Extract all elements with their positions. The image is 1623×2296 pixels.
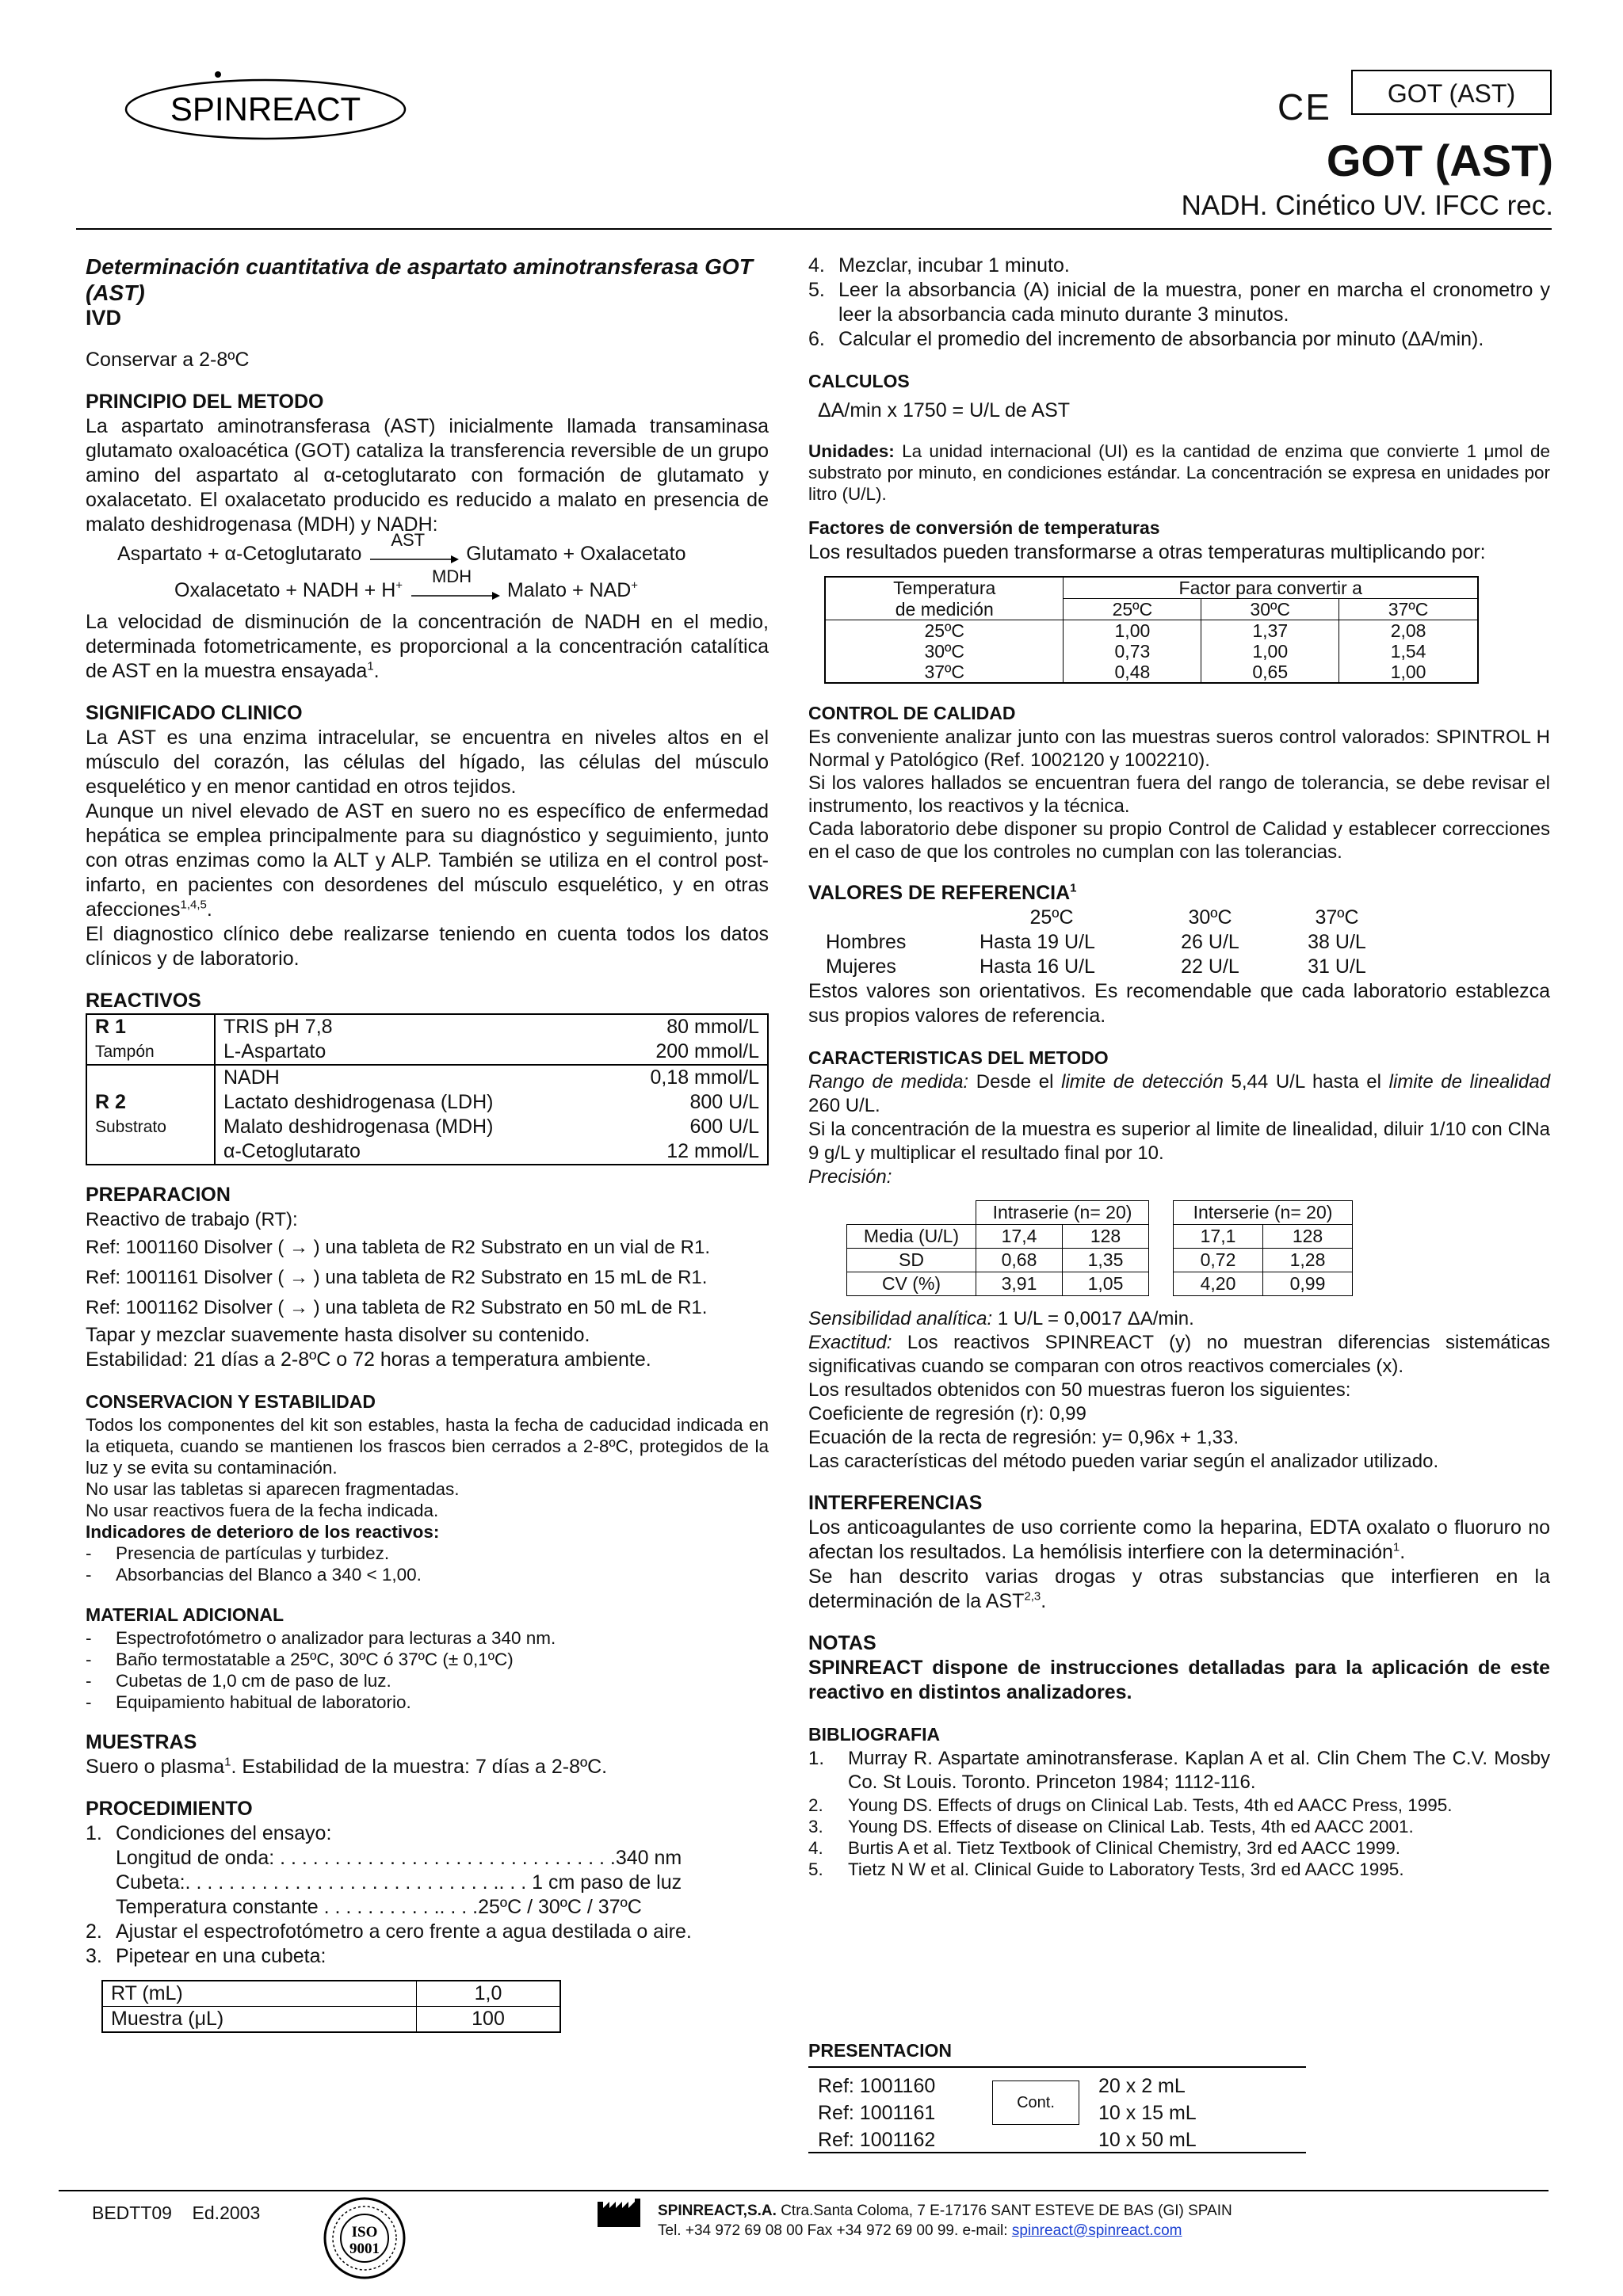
eq2-left: Oxalacetato + NADH + H: [174, 579, 396, 601]
prec-cell: 17,1: [1174, 1225, 1263, 1249]
presentacion-refs: [818, 2073, 935, 2153]
table-row: [825, 620, 1478, 642]
pipeteo-table: [101, 1980, 561, 2033]
ref-cell: 38 U/L: [1308, 931, 1366, 953]
table-row: [847, 1201, 1353, 1225]
equation-1: [86, 530, 769, 574]
svg-text:9001: 9001: [349, 2241, 380, 2257]
ivd-label: IVD: [86, 306, 122, 330]
temp-cell: 1,54: [1339, 641, 1478, 662]
presentacion-body: [808, 2068, 1306, 2155]
control-p3: Cada laboratorio debe disponer su propio Control de Calidad y establecer correcciones en el caso de que los controles no cumplan con las tolerancias.: [808, 818, 1550, 863]
interferencias-p2: Se han descrito varias drogas y otras substancias que interfieren en la determinación de la AST$^{2,3}$.: [808, 1566, 1550, 1612]
procedimiento-list-cont: [808, 254, 1550, 352]
list-item: 4. Mezclar, incubar 1 minuto.: [808, 254, 1070, 277]
ref-col: 37ºC: [1315, 906, 1359, 929]
presentacion-title: PRESENTACION: [808, 2040, 953, 2061]
page-subtitle: NADH. Cinético UV. IFCC rec.: [1181, 190, 1553, 221]
list-item: 1. Murray R. Aspartate aminotransferase. Kaplan A et al. Clin Chem The C.V. Mosby Co. St Louis. Toronto. Princeton 1984; 1112-116.: [808, 1748, 1550, 1793]
precision-table: [846, 1200, 1353, 1296]
preparacion-tapar: Tapar y mezclar suavemente hasta disolver su contenido.: [86, 1324, 590, 1346]
principio-title: PRINCIPIO DEL METODO: [86, 391, 324, 413]
list-item: - Absorbancias del Blanco a 340 < 1,00.: [86, 1565, 422, 1585]
spinreact-logo: [123, 71, 408, 141]
variacion-text: Las características del método pueden variar según el analizador utilizado.: [808, 1451, 1439, 1472]
temperature-table: [824, 576, 1479, 684]
significado-p1: La AST es una enzima intracelular, se encuentra en niveles altos en el músculo del corazón, las células del hígado, las células del músculo esquelético y en menor cantidad en otros tejidos.: [86, 727, 769, 798]
temp-col: 37ºC: [1339, 599, 1478, 620]
list-item: 5. Tietz N W et al. Clinical Guide to Laboratory Tests, 3rd ed AACC 1995.: [808, 1859, 1404, 1879]
valores-table: [826, 906, 1396, 979]
left-column: [86, 254, 769, 2033]
prec-cell: 0,68: [976, 1249, 1063, 1272]
caracteristicas-body: [808, 1307, 1550, 1474]
significado-p2: Aunque un nivel elevado de AST en suero no es específico de enfermedad hepática se emplea principalmente para su diagnóstico y seguimiento, junto con otras enzimas como la ALT y ALP. También se utiliza en el control post-infarto, en pacientes con desordenes del músculo esquelético, y en otras afecciones$^{1,4,5}$.: [86, 800, 769, 921]
prec-gap: [1149, 1201, 1174, 1225]
prec-cell: 0,99: [1263, 1272, 1353, 1296]
list-item: 4. Burtis A et al. Tietz Textbook of Clinical Chemistry, 3rd ed AACC 1999.: [808, 1838, 1400, 1858]
conservacion-body: [86, 1414, 769, 1585]
material-list: [86, 1627, 769, 1713]
coeficiente-text: Coeficiente de regresión (r): 0,99: [808, 1403, 1086, 1425]
eq2-enzyme: MDH: [432, 566, 472, 586]
table-row: [86, 1115, 768, 1139]
sensibilidad-text: Sensibilidad analítica: 1 U/L = 0,0017 ΔA/min.: [808, 1308, 1194, 1329]
prec-cell: 1,05: [1063, 1272, 1149, 1296]
svg-text:ISO: ISO: [351, 2224, 378, 2241]
page-title: GOT (AST): [1326, 135, 1553, 185]
conservacion-l2: No usar reactivos fuera de la fecha indicada.: [86, 1501, 439, 1520]
eq1-left: Aspartato + α-Cetoglutarato: [117, 543, 362, 565]
prec-label: CV (%): [847, 1272, 976, 1296]
ref-row-label: Mujeres: [826, 955, 896, 978]
ref-cell: 22 U/L: [1181, 955, 1239, 978]
r1-item-name: TRIS pH 7,8: [223, 1016, 333, 1038]
edition: Ed.2003: [192, 2203, 261, 2223]
procedimiento-list: [86, 1821, 769, 1969]
eq2-arrow: [408, 566, 502, 603]
intro-heading: Determinación cuantitativa de aspartato aminotransferasa GOT (AST): [86, 254, 753, 305]
temp-cell: 1,37: [1201, 620, 1339, 642]
r2-item-name: Lactato deshidrogenasa (LDH): [223, 1091, 494, 1113]
list-item: 2. Ajustar el espectrofotómetro a cero frente a agua destilada o aire.: [86, 1920, 692, 1943]
r2-sub: Substrato: [86, 1115, 215, 1139]
notas-text: SPINREACT dispone de instrucciones detalladas para la aplicación de este reactivo en distintos analizadores.: [808, 1657, 1550, 1703]
r1-item-name: L-Aspartato: [223, 1040, 327, 1062]
cond-line: Temperatura constante . . . . . . . . . . .. . . .25ºC / 30ºC / 37ºC: [116, 1896, 642, 1918]
bibliografia-title: BIBLIOGRAFIA: [808, 1724, 941, 1745]
table-row: [86, 1065, 768, 1090]
prec-head: Intraserie (n= 20): [976, 1201, 1149, 1225]
prec-cell: 3,91: [976, 1272, 1063, 1296]
dilucion-text: Si la concentración de la muestra es superior al limite de linealidad, diluir 1/10 con ClNa 9 g/L y multiplicar el resultado final por 10.: [808, 1119, 1550, 1164]
r1-item-value: 80 mmol/L: [666, 1016, 759, 1038]
r2-item-value: 800 U/L: [689, 1091, 759, 1113]
table-row: [86, 1039, 768, 1065]
ref-col: 25ºC: [1029, 906, 1074, 929]
ref-row-label: Hombres: [826, 931, 907, 953]
list-item: - Espectrofotómetro o analizador para lecturas a 340 nm.: [86, 1628, 556, 1648]
preparacion-line: Ref: 1001162 Disolver ( → ) una tableta de R2 Substrato en 50 mL de R1.: [86, 1297, 708, 1318]
list-item: 1. Condiciones del ensayo: Longitud de onda: . . . . . . . . . . . . . . . . . . . . . . . . . . . . . . .340 nm Cubeta:. . . . . . . . . . . . . . . . . . . . . . . . . . . . .. . . 1 cm paso de luz Temperatura constante . . . . . . . . . . .. . . .25ºC / 30ºC / 37ºC: [86, 1821, 769, 1920]
unidades-text: Unidades: La unidad internacional (UI) es la cantidad de enzima que convierte 1 μmol de substrato por minuto, en condiciones estándar. La concentración se expresa en unidades por litro (U/L).: [808, 441, 1550, 504]
temp-head: de medición: [825, 599, 1064, 620]
eq2-right: Malato + NAD: [506, 579, 632, 601]
table-row: [86, 1014, 768, 1039]
preparacion-line: Ref: 1001160 Disolver ( → ) una tableta de R2 Substrato en un vial de R1.: [86, 1237, 711, 1258]
doc-code: BEDTT09: [92, 2203, 172, 2223]
ref-cell: 31 U/L: [1308, 955, 1366, 978]
precision-label: Precisión:: [808, 1166, 892, 1188]
ref-empty-cell: [826, 906, 960, 930]
factory-icon: [596, 2197, 643, 2229]
prec-label: SD: [847, 1249, 976, 1272]
temp-col: 30ºC: [1201, 599, 1339, 620]
list-item: - Presencia de partículas y turbidez.: [86, 1543, 390, 1563]
temp-row-label: 25ºC: [825, 620, 1064, 642]
conservacion-title: CONSERVACION Y ESTABILIDAD: [86, 1391, 376, 1412]
r2-item-name: NADH: [215, 1065, 599, 1090]
r2-item-value: 0,18 mmol/L: [599, 1065, 768, 1090]
table-row: [825, 641, 1478, 662]
ref-item: Ref: 1001161: [818, 2102, 936, 2124]
list-item: - Baño termostatable a 25ºC, 30ºC ó 37ºC (± 0,1ºC): [86, 1650, 514, 1669]
temp-cell: 2,08: [1339, 620, 1478, 642]
r2-label: R 2: [86, 1090, 215, 1115]
table-row: [102, 2007, 560, 2033]
notas-title: NOTAS: [808, 1632, 876, 1654]
principio-text: La aspartato aminotransferasa (AST) inicialmente llamada transaminasa glutamato oxaloacética (GOT) cataliza la transferencia reversible de un grupo amino del aspartato al α-cetoglutarato con formación de glutamato y oxalacetato. El oxalacetato producido es reducido a malato en presencia de malato deshidrogenasa (MDH) y NADH:: [86, 415, 769, 536]
pipeteo-value: 100: [417, 2007, 561, 2033]
email-link[interactable]: spinreact@spinreact.com: [1011, 2222, 1182, 2239]
r2-empty-cell: [86, 1139, 215, 1165]
storage-text: Conservar a 2-8ºC: [86, 349, 250, 371]
rango-text: Rango de medida: Desde el limite de detección 5,44 U/L hasta el limite de linealidad 260 U/L.: [808, 1071, 1551, 1116]
prec-cell: 17,4: [976, 1225, 1063, 1249]
table-row: [825, 577, 1478, 599]
prec-cell: 1,35: [1063, 1249, 1149, 1272]
significado-p3: El diagnostico clínico debe realizarse teniendo en cuenta todos los datos clínicos y de laboratorio.: [86, 923, 769, 970]
r1-item-value: 200 mmol/L: [655, 1040, 759, 1062]
material-title: MATERIAL ADICIONAL: [86, 1604, 285, 1625]
code-box: GOT (AST): [1351, 70, 1552, 115]
pipeteo-label: RT (mL): [102, 1981, 417, 2007]
svg-text:SPINREACT: SPINREACT: [170, 90, 361, 128]
muestras-text: Suero o plasma$^1$. Estabilidad de la muestra: 7 días a 2-8ºC.: [86, 1755, 608, 1778]
contact-line: Tel. +34 972 69 08 00 Fax +34 972 69 00 99. e-mail: spinreact@spinreact.com: [658, 2222, 1182, 2239]
conservacion-text: Todos los componentes del kit son estables, hasta la fecha de caducidad indicada en la etiqueta, cuando se mantienen los frascos bien cerrados a 2-8ºC, protegidos de la luz y se evita su contaminación.: [86, 1415, 769, 1478]
table-row: [102, 1981, 560, 2007]
prec-cell: 1,28: [1263, 1249, 1353, 1272]
table-row: [847, 1272, 1353, 1296]
control-p2: Si los valores hallados se encuentran fuera del rango de tolerancia, se debe revisar el instrumento, los reactivos y la técnica.: [808, 772, 1550, 817]
table-row: [86, 1090, 768, 1115]
valores-note: Estos valores son orientativos. Es recomendable que cada laboratorio establezca sus propios valores de referencia.: [808, 980, 1550, 1027]
presentacion-section: [808, 2040, 1306, 2153]
principio-text-2: La velocidad de disminución de la concentración de NADH en el medio, determinada fotometricamente, es proporcional a la concentración catalítica de AST en la muestra ensayada$^1$.: [86, 611, 769, 682]
table-row: [847, 1249, 1353, 1272]
prec-cell: 128: [1063, 1225, 1149, 1249]
eq1-arrow: [367, 530, 460, 566]
list-item: 6. Calcular el promedio del incremento de absorbancia por minuto (ΔA/min).: [808, 328, 1484, 350]
temp-cell: 0,73: [1064, 641, 1201, 662]
temp-row-label: 30ºC: [825, 641, 1064, 662]
r2-item-name: α-Cetoglutarato: [223, 1140, 361, 1162]
list-item: - Cubetas de 1,0 cm de paso de luz.: [86, 1671, 391, 1691]
preparacion-estabilidad: Estabilidad: 21 días a 2-8ºC o 72 horas a temperatura ambiente.: [86, 1348, 651, 1371]
factores-title: Factores de conversión de temperaturas: [808, 517, 1160, 538]
bibliografia-list: [808, 1747, 1550, 1880]
reactivos-table: [86, 1013, 769, 1165]
list-item: 5. Leer la absorbancia (A) inicial de la muestra, poner en marcha el cronometro y leer la absorbancia cada minuto durante 3 minutos.: [808, 279, 1550, 326]
r2-item-value: 600 U/L: [689, 1116, 759, 1138]
ref-cell: Hasta 19 U/L: [980, 931, 1095, 953]
indicadores-title: Indicadores de deterioro de los reactivos:: [86, 1522, 440, 1542]
cond-line: Cubeta:. . . . . . . . . . . . . . . . . . . . . . . . . . . . .. . . 1 cm paso de luz: [116, 1871, 682, 1894]
exactitud-text: Exactitud: Los reactivos SPINREACT (y) no muestran diferencias sistemáticas significativas cuando se comparan con otros reactivos comerciales (x).: [808, 1332, 1550, 1377]
temp-head: Factor para convertir a: [1064, 577, 1478, 599]
temp-cell: 0,48: [1064, 662, 1201, 683]
indicadores-list: [86, 1543, 769, 1585]
r2-empty-cell: [86, 1065, 215, 1090]
resultados-text: Los resultados obtenidos con 50 muestras fueron los siguientes:: [808, 1379, 1351, 1401]
footer-doc-info: [92, 2203, 260, 2224]
prec-gap: [1149, 1249, 1174, 1272]
interferencias-p1: Los anticoagulantes de uso corriente como la heparina, EDTA oxalato o fluoruro no afectan los resultados. La hemólisis interfiere con la determinación$^1$.: [808, 1516, 1550, 1563]
ecuacion-text: Ecuación de la recta de regresión: y= 0,96x + 1,33.: [808, 1427, 1239, 1448]
amount-item: 20 x 2 mL: [1098, 2075, 1186, 2097]
interferencias-title: INTERFERENCIAS: [808, 1492, 983, 1514]
amount-item: 10 x 50 mL: [1098, 2129, 1197, 2151]
header-divider: [76, 228, 1552, 230]
r1-sub: Tampón: [86, 1039, 215, 1065]
temp-row-label: 37ºC: [825, 662, 1064, 683]
preparacion-intro: Reactivo de trabajo (RT):: [86, 1209, 298, 1230]
table-row: [86, 1139, 768, 1165]
cond-line: Longitud de onda: . . . . . . . . . . . . . . . . . . . . . . . . . . . . . . .340 nm: [116, 1847, 682, 1869]
ref-col: 30ºC: [1188, 906, 1232, 929]
caracteristicas-title: CARACTERISTICAS DEL METODO: [808, 1047, 1109, 1068]
r2-item-value: 12 mmol/L: [666, 1140, 759, 1162]
calculos-title: CALCULOS: [808, 371, 910, 391]
right-column: [808, 254, 1550, 1880]
preparacion-line: Ref: 1001161 Disolver ( → ) una tableta de R2 Substrato en 15 mL de R1.: [86, 1267, 708, 1288]
ref-cell: 26 U/L: [1181, 931, 1239, 953]
presentacion-amounts: [1098, 2073, 1197, 2153]
prec-cell: 0,72: [1174, 1249, 1263, 1272]
list-item: 3. Young DS. Effects of disease on Clinical Lab. Tests, 4th ed AACC 2001.: [808, 1817, 1414, 1836]
reactivos-title: REACTIVOS: [86, 990, 201, 1012]
temp-cell: 0,65: [1201, 662, 1339, 683]
control-p1: Es conveniente analizar junto con las muestras sueros control valorados: SPINTROL H Normal y Patológico (Ref. 1002120 y 1002210).: [808, 727, 1550, 771]
temp-cell: 1,00: [1201, 641, 1339, 662]
table-row: [825, 662, 1478, 683]
pipeteo-value: 1,0: [417, 1981, 561, 2007]
ref-cell: Hasta 16 U/L: [980, 955, 1095, 978]
temp-col: 25ºC: [1064, 599, 1201, 620]
table-row: [825, 599, 1478, 620]
muestras-title: MUESTRAS: [86, 1731, 197, 1753]
equation-2: Oxalacetato + NADH + H+ MDH Malato + NAD+: [86, 578, 769, 610]
footer-company: [658, 2201, 1232, 2241]
eq1-enzyme: AST: [391, 530, 426, 550]
list-item: 2. Young DS. Effects of drugs on Clinical Lab. Tests, 4th ed AACC Press, 1995.: [808, 1795, 1453, 1815]
valores-title: VALORES DE REFERENCIA$^1$: [808, 881, 1077, 904]
ref-item: Ref: 1001160: [818, 2075, 936, 2097]
footer-divider: [59, 2190, 1549, 2191]
calculos-formula: ΔA/min x 1750 = U/L de AST: [818, 399, 1071, 421]
list-item: - Equipamiento habitual de laboratorio.: [86, 1692, 411, 1712]
table-row: [826, 930, 1396, 955]
ref-item: Ref: 1001162: [818, 2129, 936, 2151]
control-title: CONTROL DE CALIDAD: [808, 703, 1016, 723]
cont-box: Cont.: [992, 2081, 1079, 2125]
r2-item-name: Malato deshidrogenasa (MDH): [223, 1116, 494, 1138]
iso-9001-seal-icon: [321, 2195, 408, 2282]
table-row: [847, 1225, 1353, 1249]
significado-title: SIGNIFICADO CLINICO: [86, 702, 303, 724]
ce-mark: CE: [1277, 86, 1331, 128]
amount-item: 10 x 15 mL: [1098, 2102, 1197, 2124]
factores-text: Los resultados pueden transformarse a otras temperaturas multiplicando por:: [808, 541, 1486, 563]
pipeteo-label: Muestra (μL): [102, 2007, 417, 2033]
prec-gap: [1149, 1272, 1174, 1296]
conservacion-l1: No usar las tabletas si aparecen fragmentadas.: [86, 1479, 460, 1499]
preparacion-title: PREPARACION: [86, 1184, 231, 1206]
table-row: [826, 906, 1396, 930]
r1-label: R 1: [86, 1014, 215, 1039]
prec-empty-cell: [847, 1201, 976, 1225]
procedimiento-title: PROCEDIMIENTO: [86, 1798, 253, 1820]
temp-head: Temperatura: [825, 577, 1064, 599]
temp-cell: 1,00: [1339, 662, 1478, 683]
eq1-right: Glutamato + Oxalacetato: [466, 543, 686, 565]
table-row: [826, 955, 1396, 979]
company-line: SPINREACT,S.A. Ctra.Santa Coloma, 7 E-17176 SANT ESTEVE DE BAS (GI) SPAIN: [658, 2203, 1232, 2219]
prec-head: Interserie (n= 20): [1174, 1201, 1353, 1225]
prec-label: Media (U/L): [847, 1225, 976, 1249]
prec-gap: [1149, 1225, 1174, 1249]
prec-cell: 128: [1263, 1225, 1353, 1249]
list-item: 3. Pipetear en una cubeta:: [86, 1945, 327, 1967]
temp-cell: 1,00: [1064, 620, 1201, 642]
prec-cell: 4,20: [1174, 1272, 1263, 1296]
